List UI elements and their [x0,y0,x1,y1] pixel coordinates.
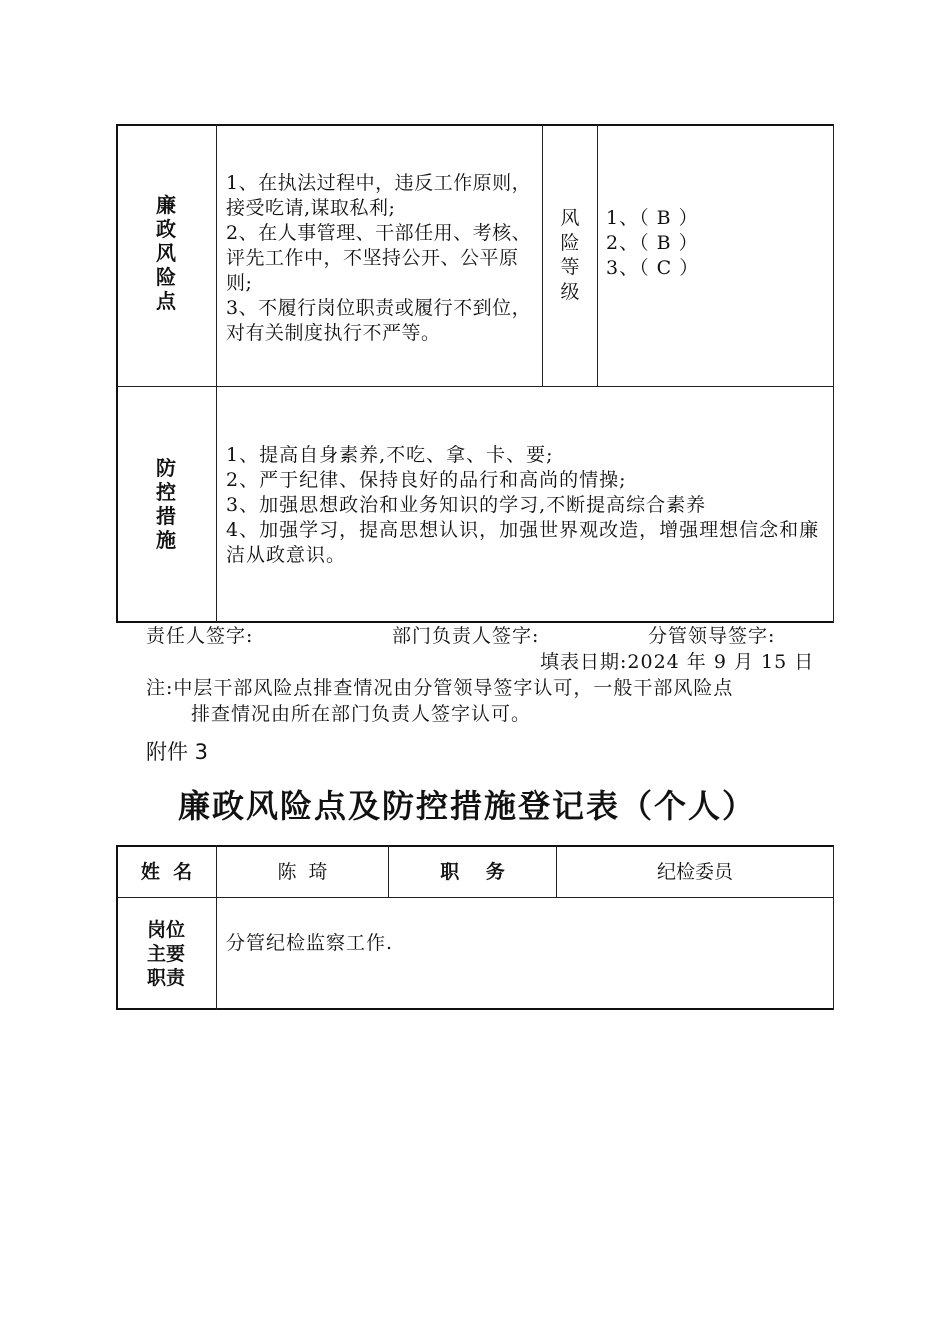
position-label: 职 务 [440,861,505,883]
control-measures-text: 1、提高自身素养,不吃、拿、卡、要; 2、严于纪律、保持良好的品行和高尚的情操; 3、加强思想政治和业务知识的学习,不断提高综合素养 4、加强学习，提高思想认识，加强世界观改造，增强理想信念和廉洁从政意识。 [226,444,820,566]
table-level-divider-right [597,124,598,387]
fill-date: 填表日期:2024 年 9 月 15 日 [540,651,815,673]
table-border-left [116,124,118,623]
position-value: 纪检委员 [656,861,733,883]
risk-point-text: 1、在执法过程中，违反工作原则，接受吃请,谋取私利; 2、在人事管理、干部任用、考核、评先工作中，不坚持公开、公平原则; 3、不履行岗位职责或履行不到位，对有关制度执行不严等。 [226,172,532,344]
duty-label [117,918,215,990]
risk-level-label: 风险等级 [560,207,580,303]
name-label: 姓 名 [140,861,193,883]
table-border-right [833,124,834,623]
table-label-divider [216,124,217,623]
risk-level-item: 1、（ B ） [606,207,699,229]
dept-head-signature: 部门负责人签字: [392,625,540,647]
control-measures-label: 防控措施 [156,456,176,552]
table-level-divider-left [542,124,543,387]
risk-point-label: 廉政风险点 [156,193,176,313]
annex-label: 附件 3 [146,740,209,764]
person-table-border-right [833,845,834,1010]
note-line-2: 排查情况由所在部门负责人签字认可。 [191,703,532,725]
note-line-1: 注:中层干部风险点排查情况由分管领导签字认可，一般干部风险点 [146,677,734,699]
leader-signature: 分管领导签字: [648,625,776,647]
duty-label-line: 职责 [146,967,185,989]
duty-label-line: 主要 [146,943,185,965]
duty-value: 分管纪检监察工作. [226,932,394,954]
risk-level-item: 3、（ C ） [606,257,700,279]
responsible-signature: 责任人签字: [146,625,254,647]
page-title: 廉政风险点及防控措施登记表（个人） [178,787,757,825]
person-table-border-top [116,845,834,847]
table-border-top [116,124,834,126]
name-value: 陈 琦 [277,861,328,883]
duty-label-line: 岗位 [146,919,185,941]
table-border-bottom [116,621,834,623]
person-table-border-bottom [116,1008,834,1010]
risk-level-item: 2、（ B ） [606,232,699,254]
person-table-row-divider [116,897,834,898]
table-row-divider [116,386,834,387]
